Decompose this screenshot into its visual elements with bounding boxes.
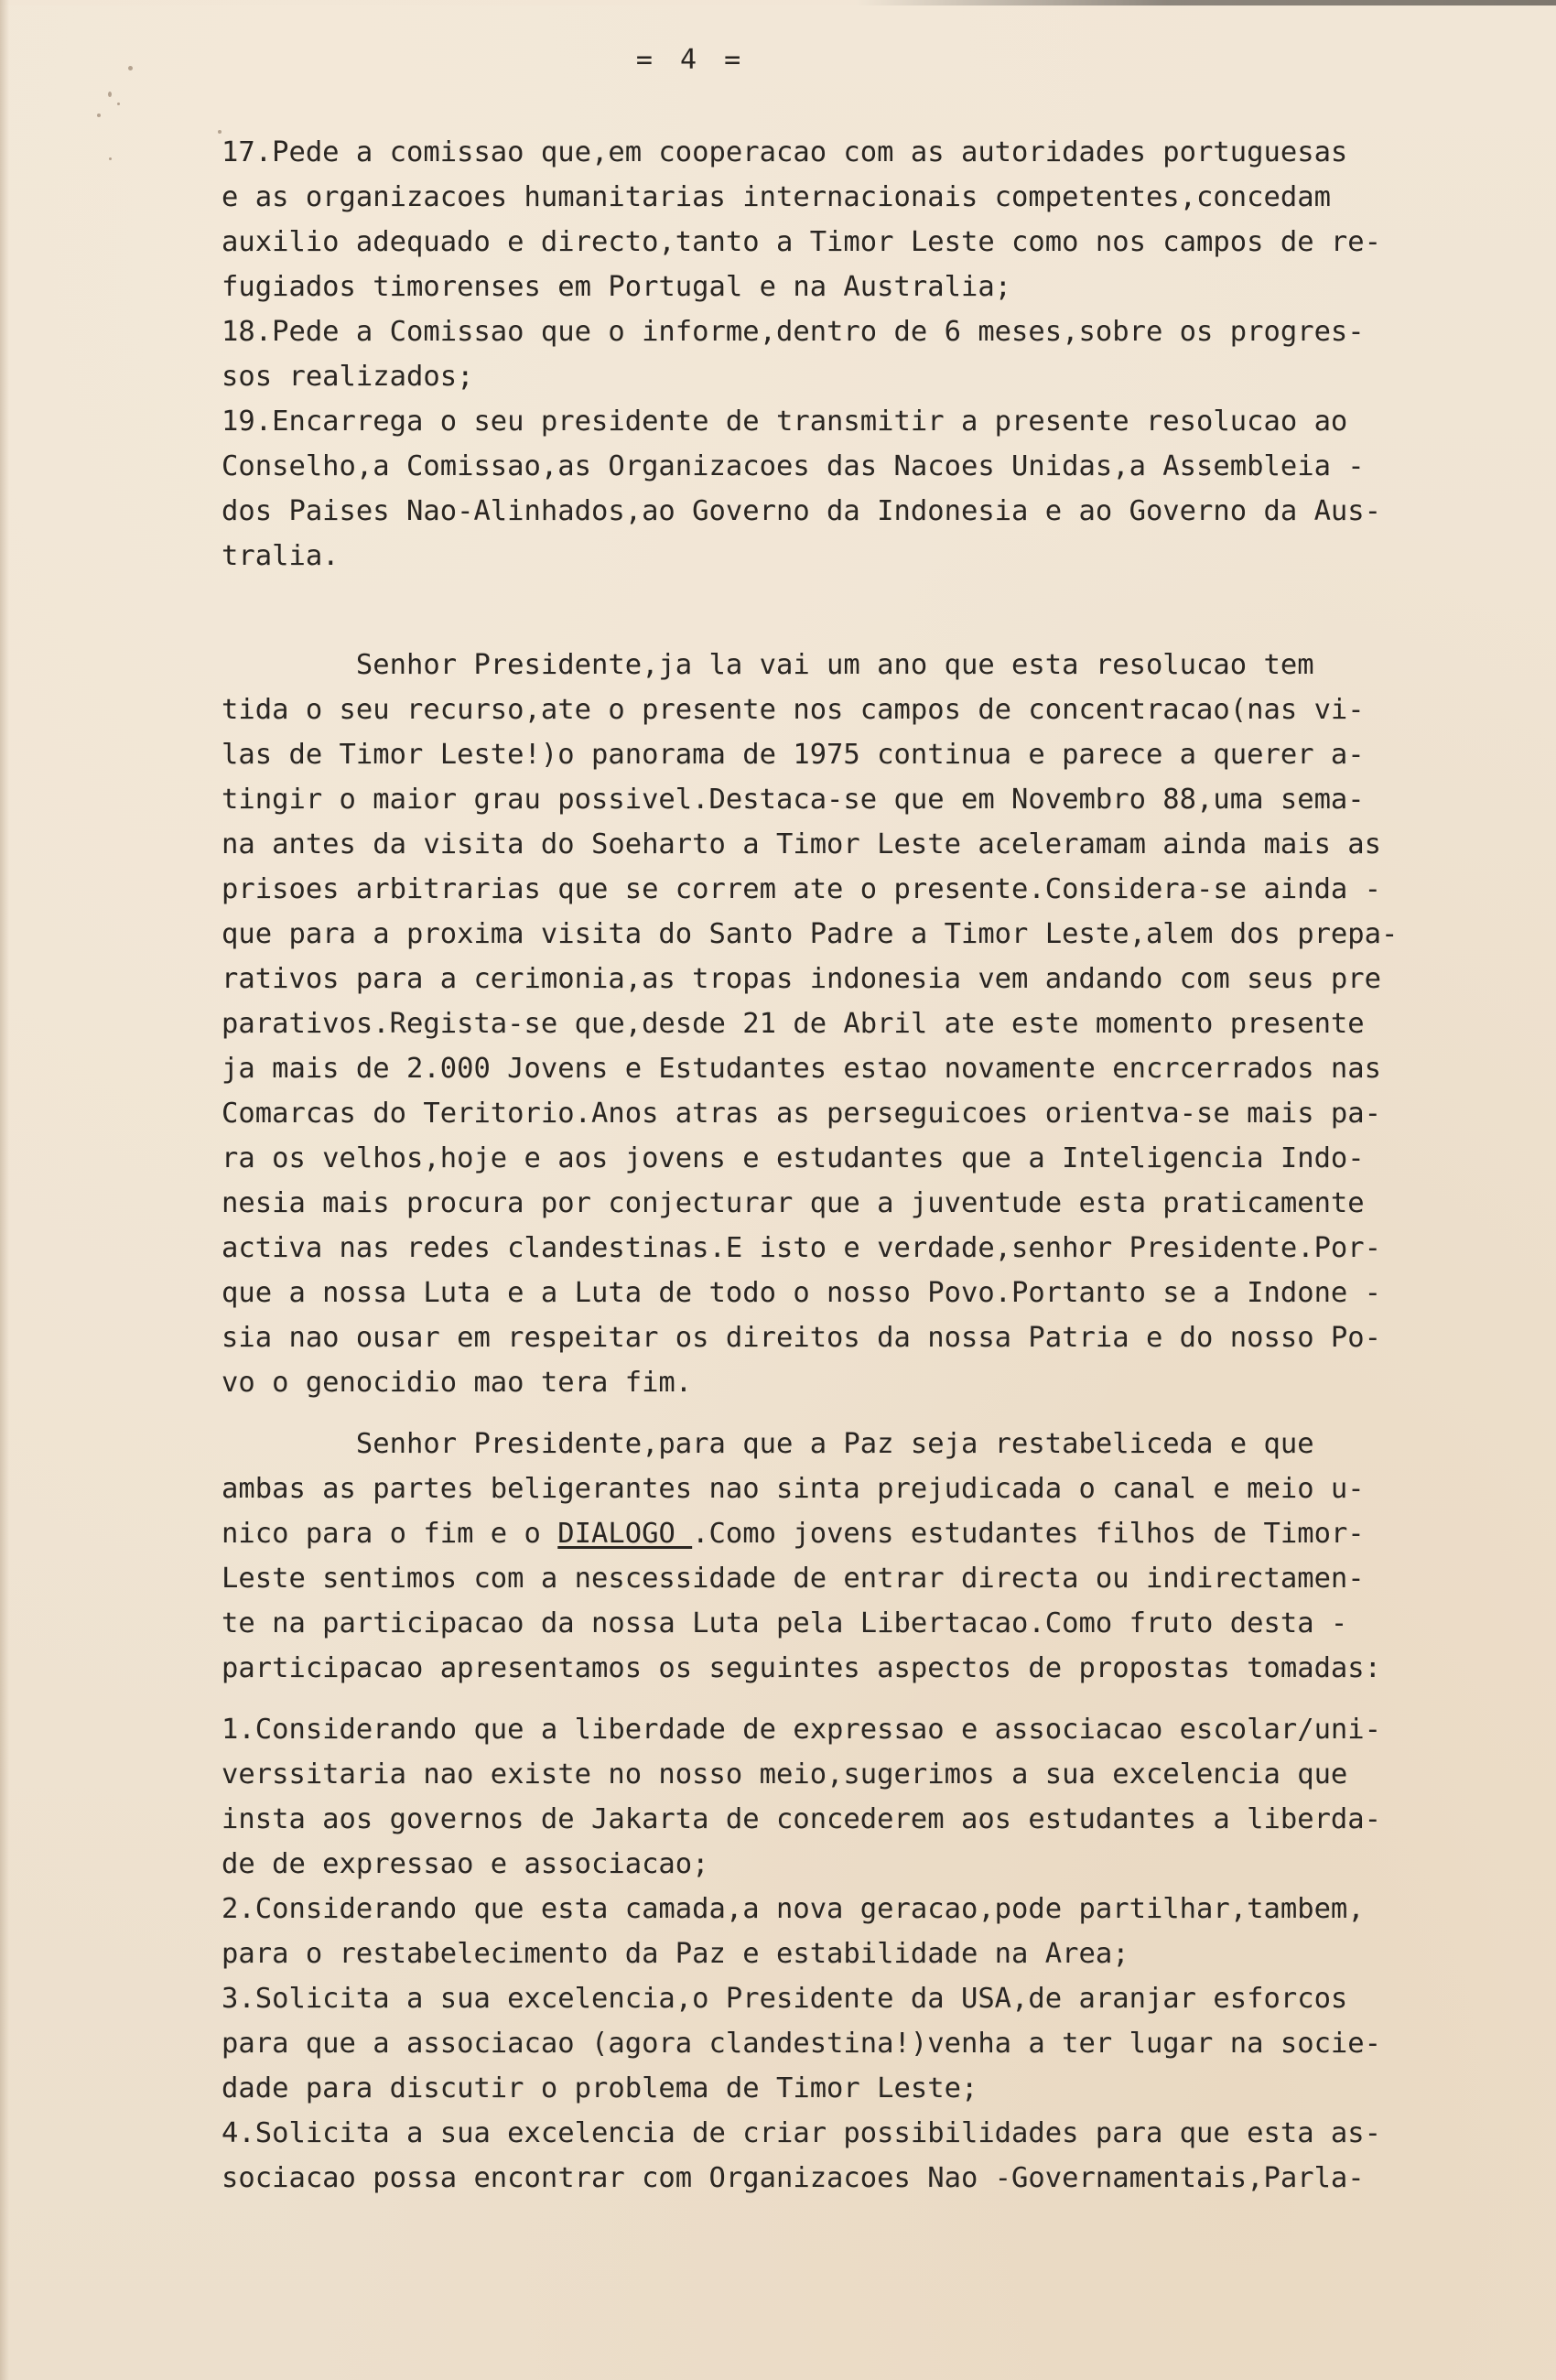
text-line: 18.Pede a Comissao que o informe,dentro de 6 meses,sobre os progres- — [222, 316, 1365, 348]
text-line: participacao apresentamos os seguintes aspectos de propostas tomadas: — [222, 1652, 1382, 1684]
text-line: 3.Solicita a sua excelencia,o Presidente da USA,de aranjar esforcos — [222, 1983, 1348, 2015]
text-line: fugiados timorenses em Portugal e na Australia; — [222, 271, 1012, 303]
paragraph-2 — [222, 1422, 1485, 1691]
text-line: sos realizados; — [222, 361, 474, 393]
document-body — [222, 130, 1485, 2201]
text-line: sociacao possa encontrar com Organizacoes Nao -Governamentais,Parla- — [222, 2162, 1365, 2194]
text-line: tida o seu recurso,ate o presente nos campos de concentracao(nas vi- — [222, 694, 1365, 726]
text-line: las de Timor Leste!)o panorama de 1975 continua e parece a querer a- — [222, 739, 1365, 771]
text-line-with-underline — [222, 1511, 1485, 1556]
paragraph-gap — [222, 1405, 1485, 1422]
text-line: 4.Solicita a sua excelencia de criar possibilidades para que esta as- — [222, 2117, 1382, 2149]
text-line: para o restabelecimento da Paz e estabilidade na Area; — [222, 1938, 1129, 1970]
text-line: Conselho,a Comissao,as Organizacoes das Nacoes Unidas,a Assembleia - — [222, 450, 1365, 482]
text-segment: .Como jovens estudantes filhos de Timor- — [692, 1518, 1365, 1550]
text-line: parativos.Regista-se que,desde 21 de Abril ate este momento presente — [222, 1008, 1365, 1040]
scan-top-edge — [0, 0, 1556, 5]
text-line: e as organizacoes humanitarias internacionais competentes,concedam — [222, 181, 1331, 213]
paragraph-gap — [222, 579, 1485, 643]
text-line: para que a associacao (agora clandestina!)venha a ter lugar na socie- — [222, 2028, 1382, 2060]
text-line: Comarcas do Teritorio.Anos atras as perseguicoes orientva-se mais pa- — [222, 1098, 1382, 1130]
text-line: nesia mais procura por conjecturar que a juventude esta praticamente — [222, 1187, 1365, 1219]
text-line: activa nas redes clandestinas.E isto e verdade,senhor Presidente.Por- — [222, 1232, 1382, 1264]
proposal-4 — [222, 2111, 1485, 2201]
text-line: 2.Considerando que esta camada,a nova geracao,pode partilhar,tambem, — [222, 1893, 1365, 1925]
text-line: prisoes arbitrarias que se correm ate o presente.Considera-se ainda - — [222, 873, 1382, 905]
page-number: = 4 = — [635, 44, 747, 76]
scan-left-edge — [0, 0, 9, 2380]
paragraph-gap — [222, 1691, 1485, 1707]
paragraph-1 — [222, 643, 1485, 1405]
text-line: tingir o maior grau possivel.Destaca-se que em Novembro 88,uma sema- — [222, 784, 1365, 816]
text-line: rativos para a cerimonia,as tropas indonesia vem andando com seus pre — [222, 963, 1382, 995]
text-segment: nico para o fim e o — [222, 1518, 558, 1550]
resolution-item-17 — [222, 130, 1485, 309]
text-line: ja mais de 2.000 Jovens e Estudantes estao novamente encrcerrados nas — [222, 1053, 1382, 1085]
text-line: Leste sentimos com a nescessidade de entrar directa ou indirectamen- — [222, 1563, 1365, 1595]
proposal-3 — [222, 1976, 1485, 2111]
text-line: auxilio adequado e directo,tanto a Timor Leste como nos campos de re- — [222, 226, 1382, 258]
text-line: ambas as partes beligerantes nao sinta prejudicada o canal e meio u- — [222, 1473, 1365, 1505]
text-line: vo o genocidio mao tera fim. — [222, 1367, 693, 1399]
text-line: 19.Encarrega o seu presidente de transmitir a presente resolucao ao — [222, 406, 1348, 438]
text-line: sia nao ousar em respeitar os direitos da nossa Patria e do nosso Po- — [222, 1322, 1382, 1354]
text-line: dos Paises Nao-Alinhados,ao Governo da Indonesia e ao Governo da Aus- — [222, 495, 1382, 527]
text-line: 1.Considerando que a liberdade de expressao e associacao escolar/uni- — [222, 1714, 1382, 1746]
text-line: que para a proxima visita do Santo Padre a Timor Leste,alem dos prepa- — [222, 918, 1399, 950]
text-line: Senhor Presidente,ja la vai um ano que esta resolucao tem — [222, 649, 1314, 681]
underlined-dialogo: DIALOGO — [557, 1518, 693, 1550]
text-line: 17.Pede a comissao que,em cooperacao com as autoridades portuguesas — [222, 136, 1348, 168]
resolution-item-18 — [222, 309, 1485, 399]
text-line: verssitaria nao existe no nosso meio,sugerimos a sua excelencia que — [222, 1758, 1348, 1790]
text-line: de de expressao e associacao; — [222, 1848, 709, 1880]
text-line: na antes da visita do Soeharto a Timor Leste aceleramam ainda mais as — [222, 828, 1382, 860]
proposal-2 — [222, 1887, 1485, 1976]
text-line: ra os velhos,hoje e aos jovens e estudantes que a Inteligencia Indo- — [222, 1142, 1365, 1174]
text-line: tralia. — [222, 540, 340, 572]
text-line: te na participacao da nossa Luta pela Libertacao.Como fruto desta - — [222, 1607, 1348, 1639]
resolution-item-19 — [222, 399, 1485, 579]
text-line: dade para discutir o problema de Timor Leste; — [222, 2072, 978, 2104]
proposal-1 — [222, 1707, 1485, 1887]
text-line: insta aos governos de Jakarta de concederem aos estudantes a liberda- — [222, 1803, 1382, 1835]
text-line: Senhor Presidente,para que a Paz seja restabeliceda e que — [222, 1428, 1314, 1460]
text-line: que a nossa Luta e a Luta de todo o nosso Povo.Portanto se a Indone - — [222, 1277, 1382, 1309]
